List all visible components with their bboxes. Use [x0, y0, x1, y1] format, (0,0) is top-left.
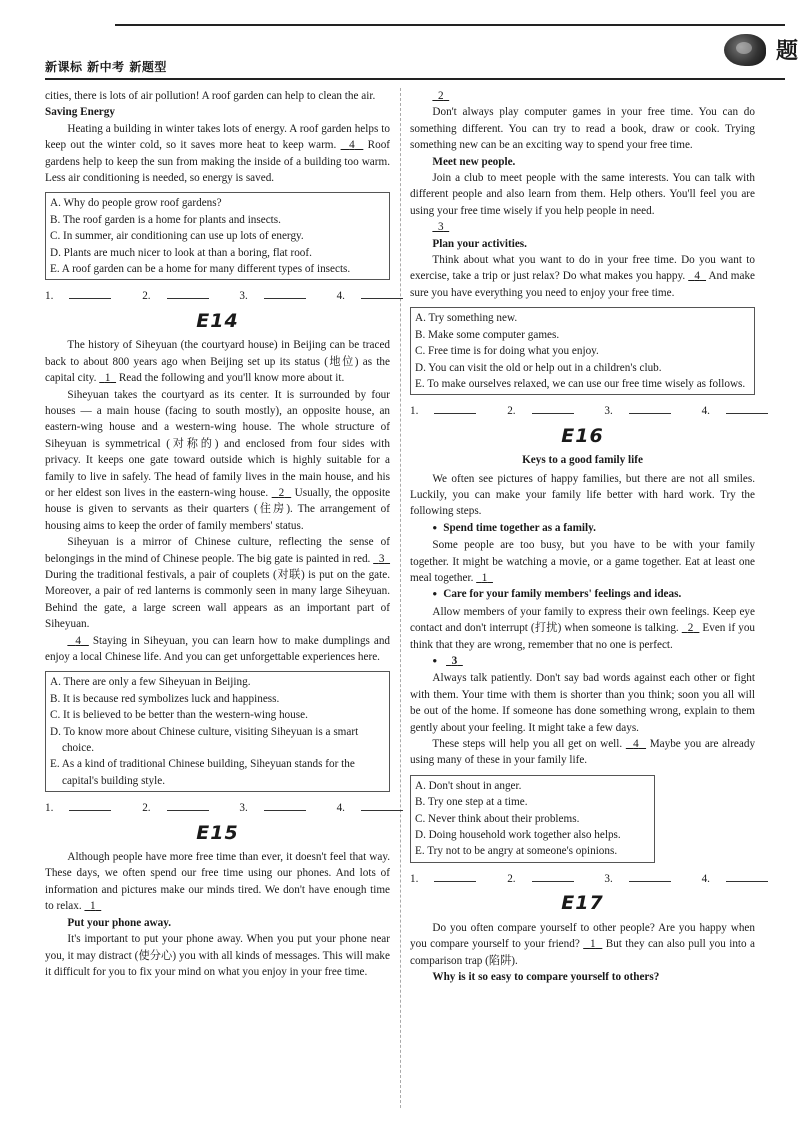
blank-4[interactable]: 4 [694, 270, 700, 283]
option-b: B. Try one step at a time. [415, 796, 528, 809]
e15-options [410, 307, 755, 395]
option-b: B. It is because red symbolizes luck and happiness. [50, 692, 280, 705]
e14-paragraph-2: Siheyuan takes the courtyard as its center. It is surrounded by four houses — a main house (facing to south mostly), an opposite house, an eastern-wing house and a western-wing house. The whole structure of Siheyuan is symmetrical (对称的) and enclosed from four sides with privacy. It keeps one gate toward outside which is highly suitable for a family to live in safely. The head of family lives in the main house, and his or her eldest son lives in the eastern-wing house. 2 Usually, the opposite house is given to servants as their quarters (住房). The arrangement of housing aims to keep the order of family members' status. [45, 388, 391, 532]
e15-paragraph-3: Don't always play computer games in your free time. You can do something different. You can try to read a book, draw or cook. Trying something new can be an exciting way to spend your free time. [410, 106, 755, 152]
blank-2[interactable]: 2 [437, 90, 444, 102]
blank-4[interactable]: 4 [633, 738, 639, 751]
option-c: C. It is believed to be better than the western-wing house. [50, 709, 308, 722]
e13-options [45, 192, 390, 280]
answer-line[interactable] [361, 810, 403, 811]
e16-paragraph-5: These steps will help you all get on well. 4 Maybe you are already using many of these in your family life. [410, 738, 756, 767]
e14-paragraph-4: 4 Staying in Siheyuan, you can learn how to make dumplings and enjoy a local Chinese life. And you can get unforgettable experiences here. [45, 634, 391, 663]
e16-options [410, 775, 655, 863]
blank-4[interactable]: 4 [349, 139, 355, 152]
blank-3[interactable]: 3 [378, 552, 385, 565]
option-e: E. As a kind of traditional Chinese building, Siheyuan stands for the capital's building style. [50, 758, 355, 787]
e15-title: E15 [196, 821, 239, 844]
e16-answer-blanks: 1. 2. 3. 4. [410, 871, 755, 887]
e16-paragraph-3: Allow members of your family to express their own feelings. Keep eye contact and don't interrupt (打扰) when someone is talking. 2 Even if you think that they are wrong, remember that no one is perfect. [410, 605, 756, 651]
e14-paragraph-1: The history of Siheyuan (the courtyard house) in Beijing can be traced back to about 800 years ago when Beijing set up its status (地位) as the capital city. 1 Read the following and you'll know more about it. [45, 339, 390, 385]
blank-3[interactable]: 3 [451, 655, 458, 667]
column-divider [400, 88, 402, 1108]
answer-line[interactable] [69, 810, 111, 811]
option-c: C. Never think about their problems. [415, 812, 580, 825]
blank-2[interactable]: 2 [278, 486, 285, 499]
answer-line[interactable] [629, 881, 671, 882]
series-title: 新课标 新中考 新题型 [45, 60, 167, 74]
e16-bullet-2: ● Care for your family members' feelings and ideas. [432, 586, 755, 603]
e15-paragraph-4: Join a club to meet people with the same interests. You can talk with different people and also learn from them. Help others. You'll feel you are using your free time wisely if you help people in need. [410, 172, 755, 217]
option-d: D. Doing household work together also helps. [415, 829, 621, 842]
e15-blank-3-line [410, 219, 755, 235]
answer-line[interactable] [532, 413, 574, 414]
answer-line[interactable] [434, 881, 476, 882]
e13-intro: cities, there is lots of air pollution! A roof garden can help to clean the air. [45, 90, 376, 102]
blank-1[interactable]: 1 [104, 372, 111, 385]
header-char: 题 [775, 39, 798, 64]
option-a: A. Try something new. [415, 312, 518, 325]
e16-bullet-1: ● Spend time together as a family. [432, 520, 755, 537]
e14-options [45, 671, 390, 792]
saving-heading: Saving Energy [45, 106, 115, 119]
top-rule [115, 24, 785, 26]
blank-1[interactable]: 1 [481, 571, 488, 584]
option-c: C. In summer, air conditioning can use up lots of energy. [50, 230, 304, 243]
answer-line[interactable] [532, 881, 574, 882]
e15-heading-2: Meet new people. [432, 155, 516, 168]
e15-paragraph-2: It's important to put your phone away. When you put your phone near you, it may distract (使分心) you with all kinds of messages. This will make it difficult for you to fix your mind on what you enjoy in your free time. [45, 933, 390, 978]
option-c: C. Free time is for doing what you enjoy. [415, 345, 599, 358]
option-b: B. Make some computer games. [415, 328, 560, 341]
e16-paragraph-2: Some people are too busy, but you have to be with your family together. It might be watching a movie, or a game together. Eat at least one meal together. 1 [410, 539, 755, 584]
answer-line[interactable] [167, 298, 209, 299]
e14-answer-blanks: 1. 2. 3. 4. [45, 800, 390, 816]
e17-heading-1: Why is it so easy to compare yourself to others? [432, 970, 660, 983]
e15-paragraph-1: Although people have more free time than ever, it doesn't feel that way. These days, we often spend our free time using our phones. And lots of information and pictures make our minds tired. We don't have enough time to relax. 1 [45, 851, 390, 913]
e15-heading-1: Put your phone away. [67, 916, 171, 929]
e17-paragraph-1: Do you often compare yourself to other people? Are you happy when you compare yourself to your friend? 1 But they can also pull you into a comparison trap (陷阱). [410, 921, 755, 967]
e16-title: E16 [561, 424, 604, 447]
e16-subtitle: Keys to a good family life [522, 454, 643, 467]
option-b: B. The roof garden is a home for plants and insects. [50, 213, 281, 226]
blank-4[interactable]: 4 [75, 634, 81, 647]
page-header [45, 56, 785, 80]
blank-1[interactable]: 1 [589, 938, 596, 951]
e17-title: E17 [561, 892, 604, 915]
answer-line[interactable] [167, 810, 209, 811]
option-d: D. Plants are much nicer to look at than a boring, flat roof. [50, 246, 312, 259]
option-a: A. There are only a few Siheyuan in Beijing. [50, 676, 251, 689]
option-e: E. A roof garden can be a home for many different types of insects. [50, 263, 351, 276]
right-column [410, 88, 755, 985]
answer-line[interactable] [726, 413, 768, 414]
option-a: A. Why do people grow roof gardens? [50, 197, 222, 210]
e14-paragraph-3: Siheyuan is a mirror of Chinese culture, reflecting the sense of belongings in the mind of Chinese people. The big gate is painted in red. 3 During the traditional festivals, a pair of couplets (对联) is put on the gate. Moreover, a pair of red lanterns is commonly seen in many large Siheyuan. Behind the gate, a large screen wall appears as an important part of Siheyuan. [45, 536, 390, 631]
option-d: D. You can visit the old or help out in a children's club. [415, 361, 662, 374]
answer-line[interactable] [726, 881, 768, 882]
e15-paragraph-5: Think about what you want to do in your free time. Do you want to exercise, take a trip or just relax? Do what makes you happy. 4 And make sure you have everything you need to enjoy your free time. [410, 254, 756, 299]
answer-line[interactable] [69, 298, 111, 299]
e13-answer-blanks: 1. 2. 3. 4. [45, 288, 390, 304]
blank-3[interactable]: 3 [437, 221, 444, 234]
blank-2[interactable]: 2 [687, 622, 694, 635]
left-column [45, 88, 390, 980]
saving-paragraph: Heating a building in winter takes lots of energy. A roof garden helps to keep out the winter cold, so it saves more heat to keep warm. 4 Roof gardens help to keep the sun from making the inside of a building too warm. Less air conditioning is needed, so energy is saved. [45, 122, 391, 185]
answer-line[interactable] [264, 298, 306, 299]
option-e: E. Try not to be angry at someone's opinions. [415, 845, 618, 858]
option-e: E. To make ourselves relaxed, we can use our free time wisely as follows. [415, 377, 746, 390]
blank-1[interactable]: 1 [90, 900, 96, 913]
e15-heading-3: Plan your activities. [432, 237, 527, 250]
option-d: D. To know more about Chinese culture, visiting Siheyuan is a smart choice. [50, 725, 359, 755]
option-a: A. Don't shout in anger. [415, 779, 522, 792]
e16-paragraph-1: We often see pictures of happy families, but there are not all smiles. Luckily, you can make your family life better with hard work. Try the following steps. [410, 472, 755, 518]
answer-line[interactable] [264, 810, 306, 811]
answer-line[interactable] [434, 413, 476, 414]
answer-line[interactable] [361, 298, 403, 299]
e16-bullet-3 [432, 653, 755, 670]
answer-line[interactable] [629, 413, 671, 414]
e14-title: E14 [196, 309, 239, 332]
e15-blank-2-line [410, 88, 755, 104]
e15-answer-blanks: 1. 2. 3. 4. [410, 403, 755, 419]
e16-paragraph-4: Always talk patiently. Don't say bad words against each other or fight with them. Your time with them is shorter than you think; soon you all will be out of the home. If someone has done something wrong, explain to them gently about your feeling. It might take a few days. [410, 672, 755, 734]
